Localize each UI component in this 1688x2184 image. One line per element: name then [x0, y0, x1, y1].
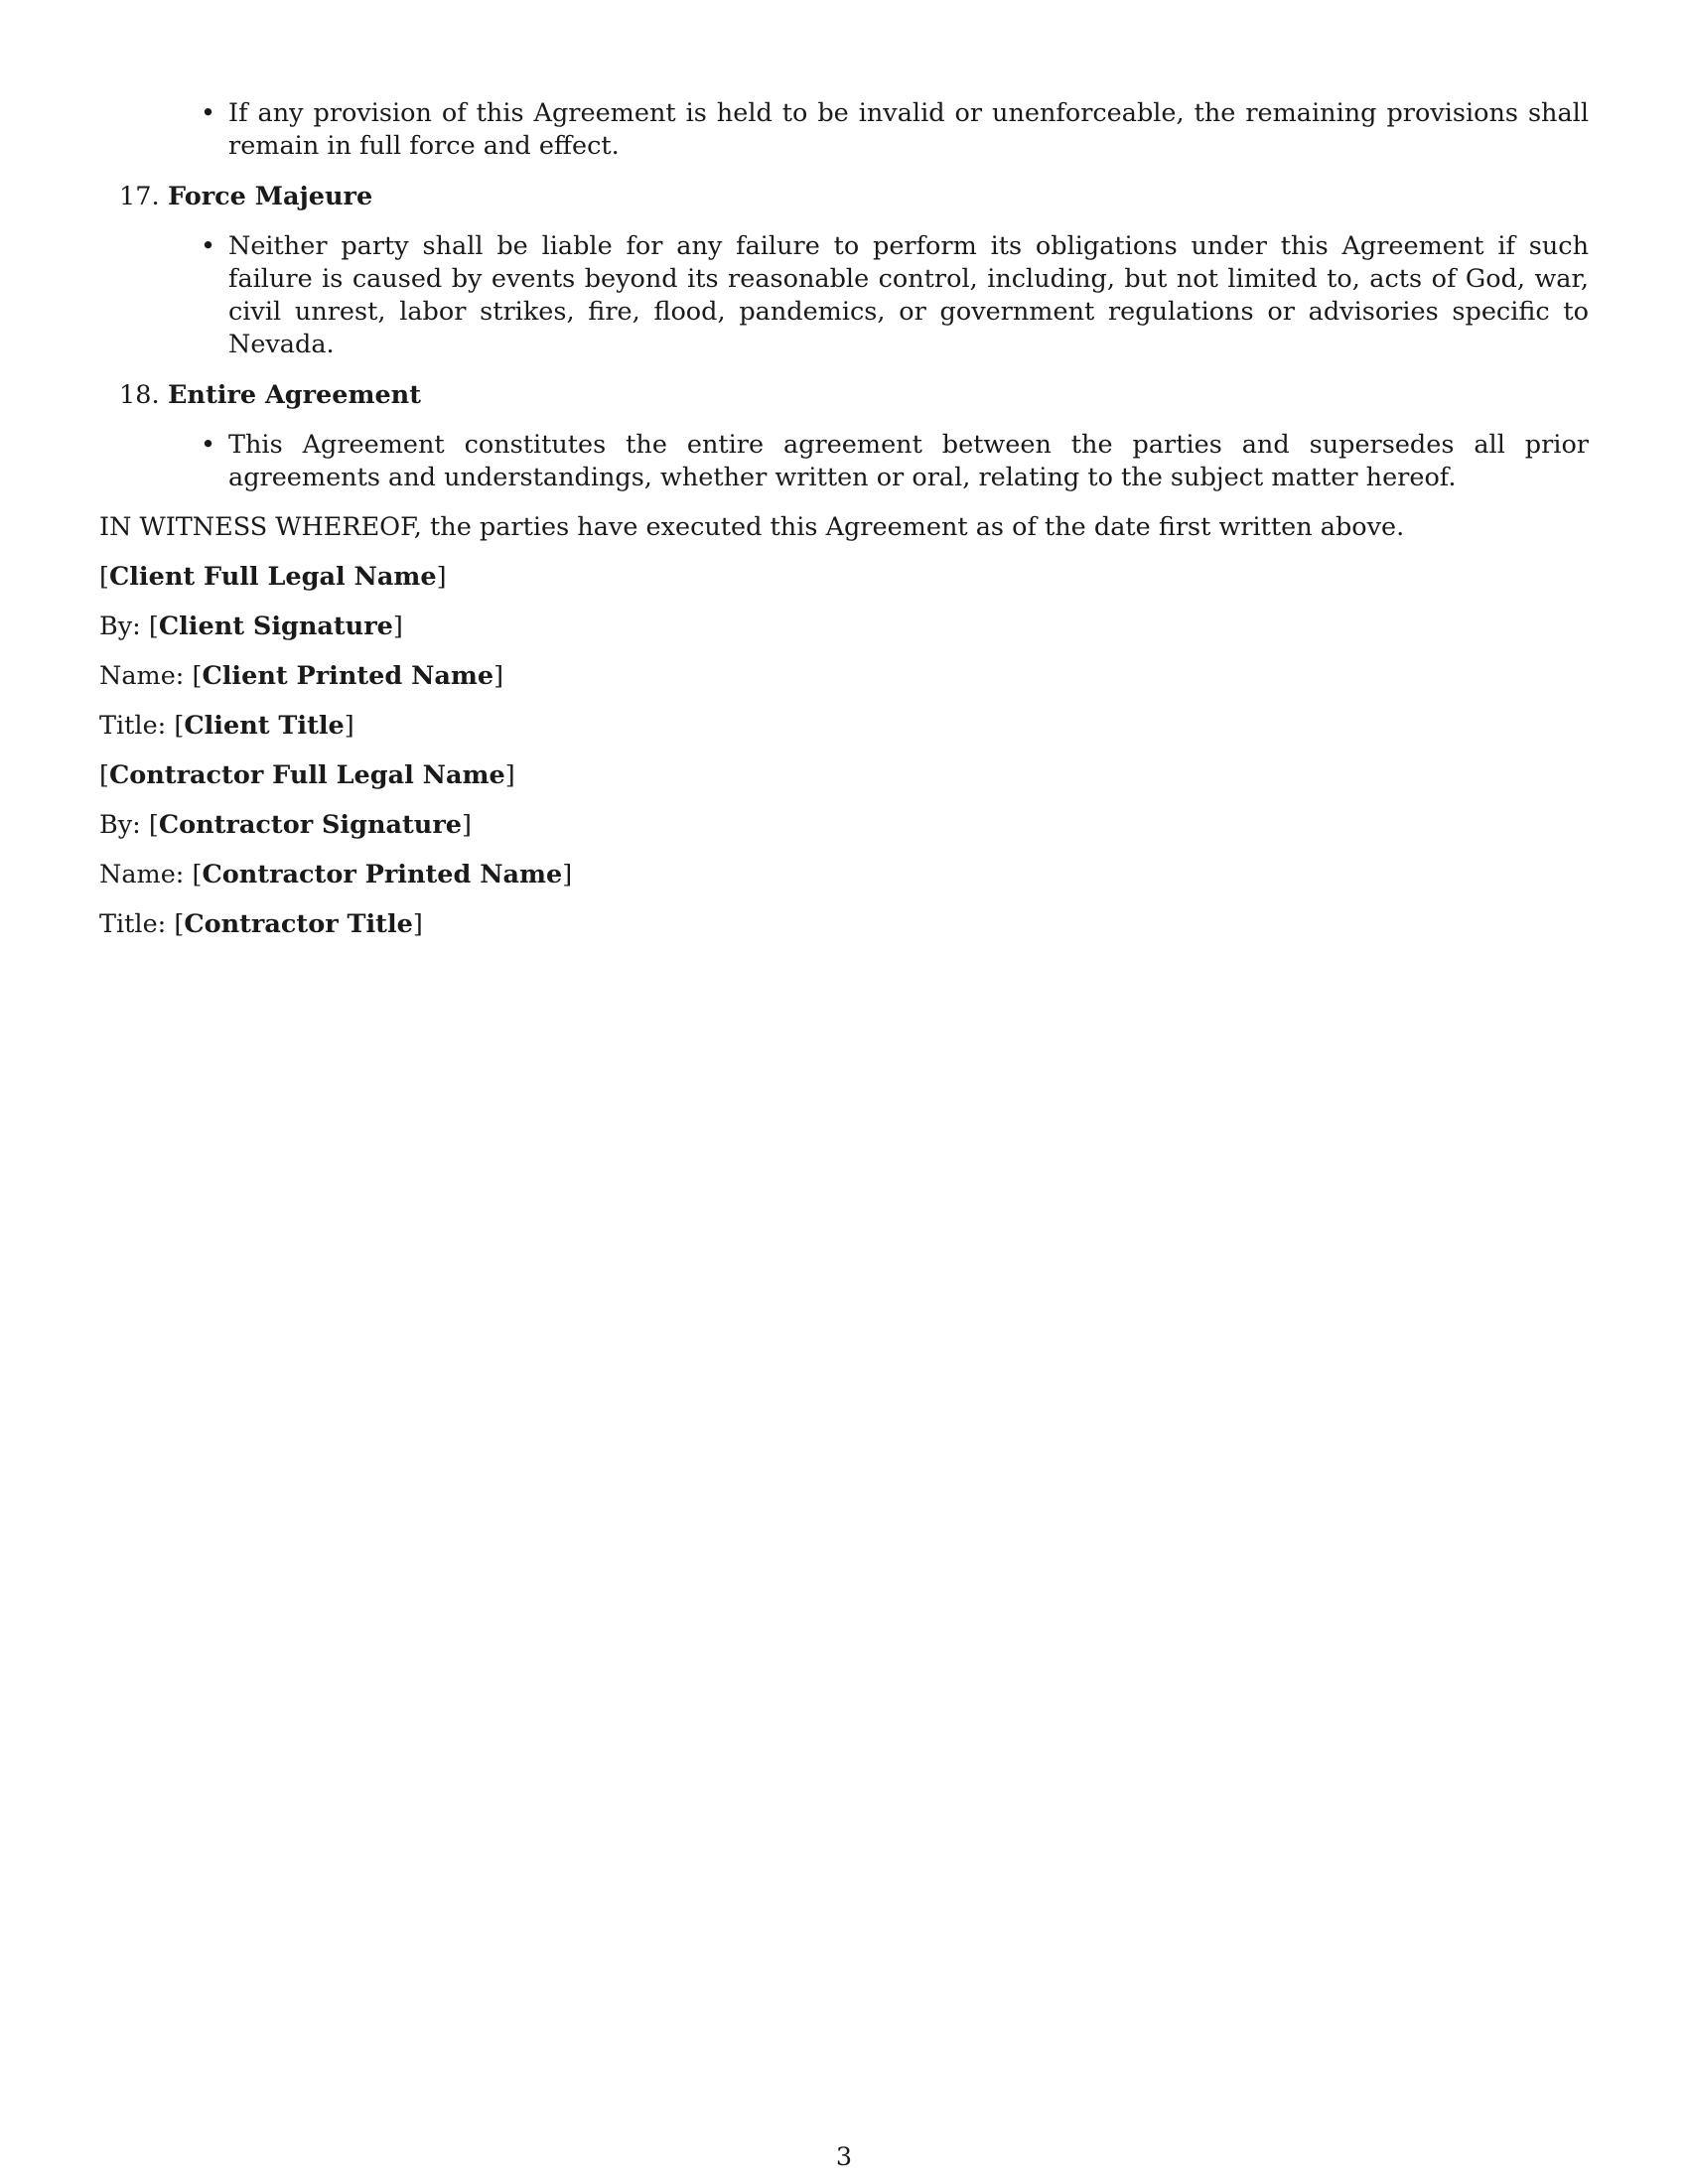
severability-bullet	[201, 97, 1589, 163]
contractor-printed-name-value: Contractor Printed Name	[202, 860, 563, 889]
contractor-signature-line: By: [Contractor Signature]	[99, 810, 472, 840]
contractor-printed-name-line: Name: [Contractor Printed Name]	[99, 860, 573, 889]
bullet-text: If any provision of this Agreement is held to be invalid or unenforceable, the remaining provisions shall remain in full force and effect.	[228, 98, 1589, 161]
by-label: By:	[99, 612, 141, 641]
document-page	[99, 97, 1589, 941]
force-majeure-bullet	[201, 230, 1589, 361]
client-legal-name: [Client Full Legal Name]	[99, 562, 447, 592]
contractor-title-value: Contractor Title	[184, 909, 413, 939]
contractor-title-line: Title: [Contractor Title]	[99, 909, 423, 939]
bullet-icon: •	[201, 430, 216, 460]
contractor-legal-name: [Contractor Full Legal Name]	[99, 760, 515, 790]
by-label: By:	[99, 810, 141, 840]
client-title-value: Client Title	[184, 711, 345, 741]
client-printed-name-line: Name: [Client Printed Name]	[99, 661, 504, 691]
page-number: 3	[835, 2142, 853, 2172]
bullet-text: Neither party shall be liable for any failure to perform its obligations under this Agreement if such failure is caused by events beyond its reasonable control, including, but not limited to, acts of God, war, civil unrest, labor strikes, fire, flood, pandemics, or government regulations or advisories specific to Nevada.	[228, 231, 1589, 359]
client-signature-value: Client Signature	[158, 612, 393, 641]
section-number: 18.	[119, 380, 160, 410]
bullet-icon: •	[201, 231, 216, 261]
section-heading-entire-agreement	[119, 379, 1589, 412]
witness-statement: IN WITNESS WHEREOF, the parties have executed this Agreement as of the date first written above.	[99, 512, 1405, 542]
section-title: Force Majeure	[168, 182, 373, 211]
bullet-text: This Agreement constitutes the entire agreement between the parties and supersedes all prior agreements and understandings, whether written or oral, relating to the subject matter hereof.	[228, 430, 1589, 492]
name-label: Name:	[99, 860, 185, 889]
client-title-line: Title: [Client Title]	[99, 711, 354, 741]
client-printed-name-value: Client Printed Name	[202, 661, 494, 691]
section-title: Entire Agreement	[168, 380, 421, 410]
entire-agreement-bullet	[201, 429, 1589, 494]
section-number: 17.	[119, 182, 160, 211]
name-label: Name:	[99, 661, 185, 691]
bullet-icon: •	[201, 98, 216, 128]
title-label: Title:	[99, 711, 167, 741]
section-heading-force-majeure	[119, 181, 1589, 213]
client-legal-name-value: Client Full Legal Name	[108, 562, 437, 592]
contractor-signature-value: Contractor Signature	[158, 810, 462, 840]
client-signature-line: By: [Client Signature]	[99, 612, 403, 641]
title-label: Title:	[99, 909, 167, 939]
contractor-legal-name-value: Contractor Full Legal Name	[108, 760, 505, 790]
